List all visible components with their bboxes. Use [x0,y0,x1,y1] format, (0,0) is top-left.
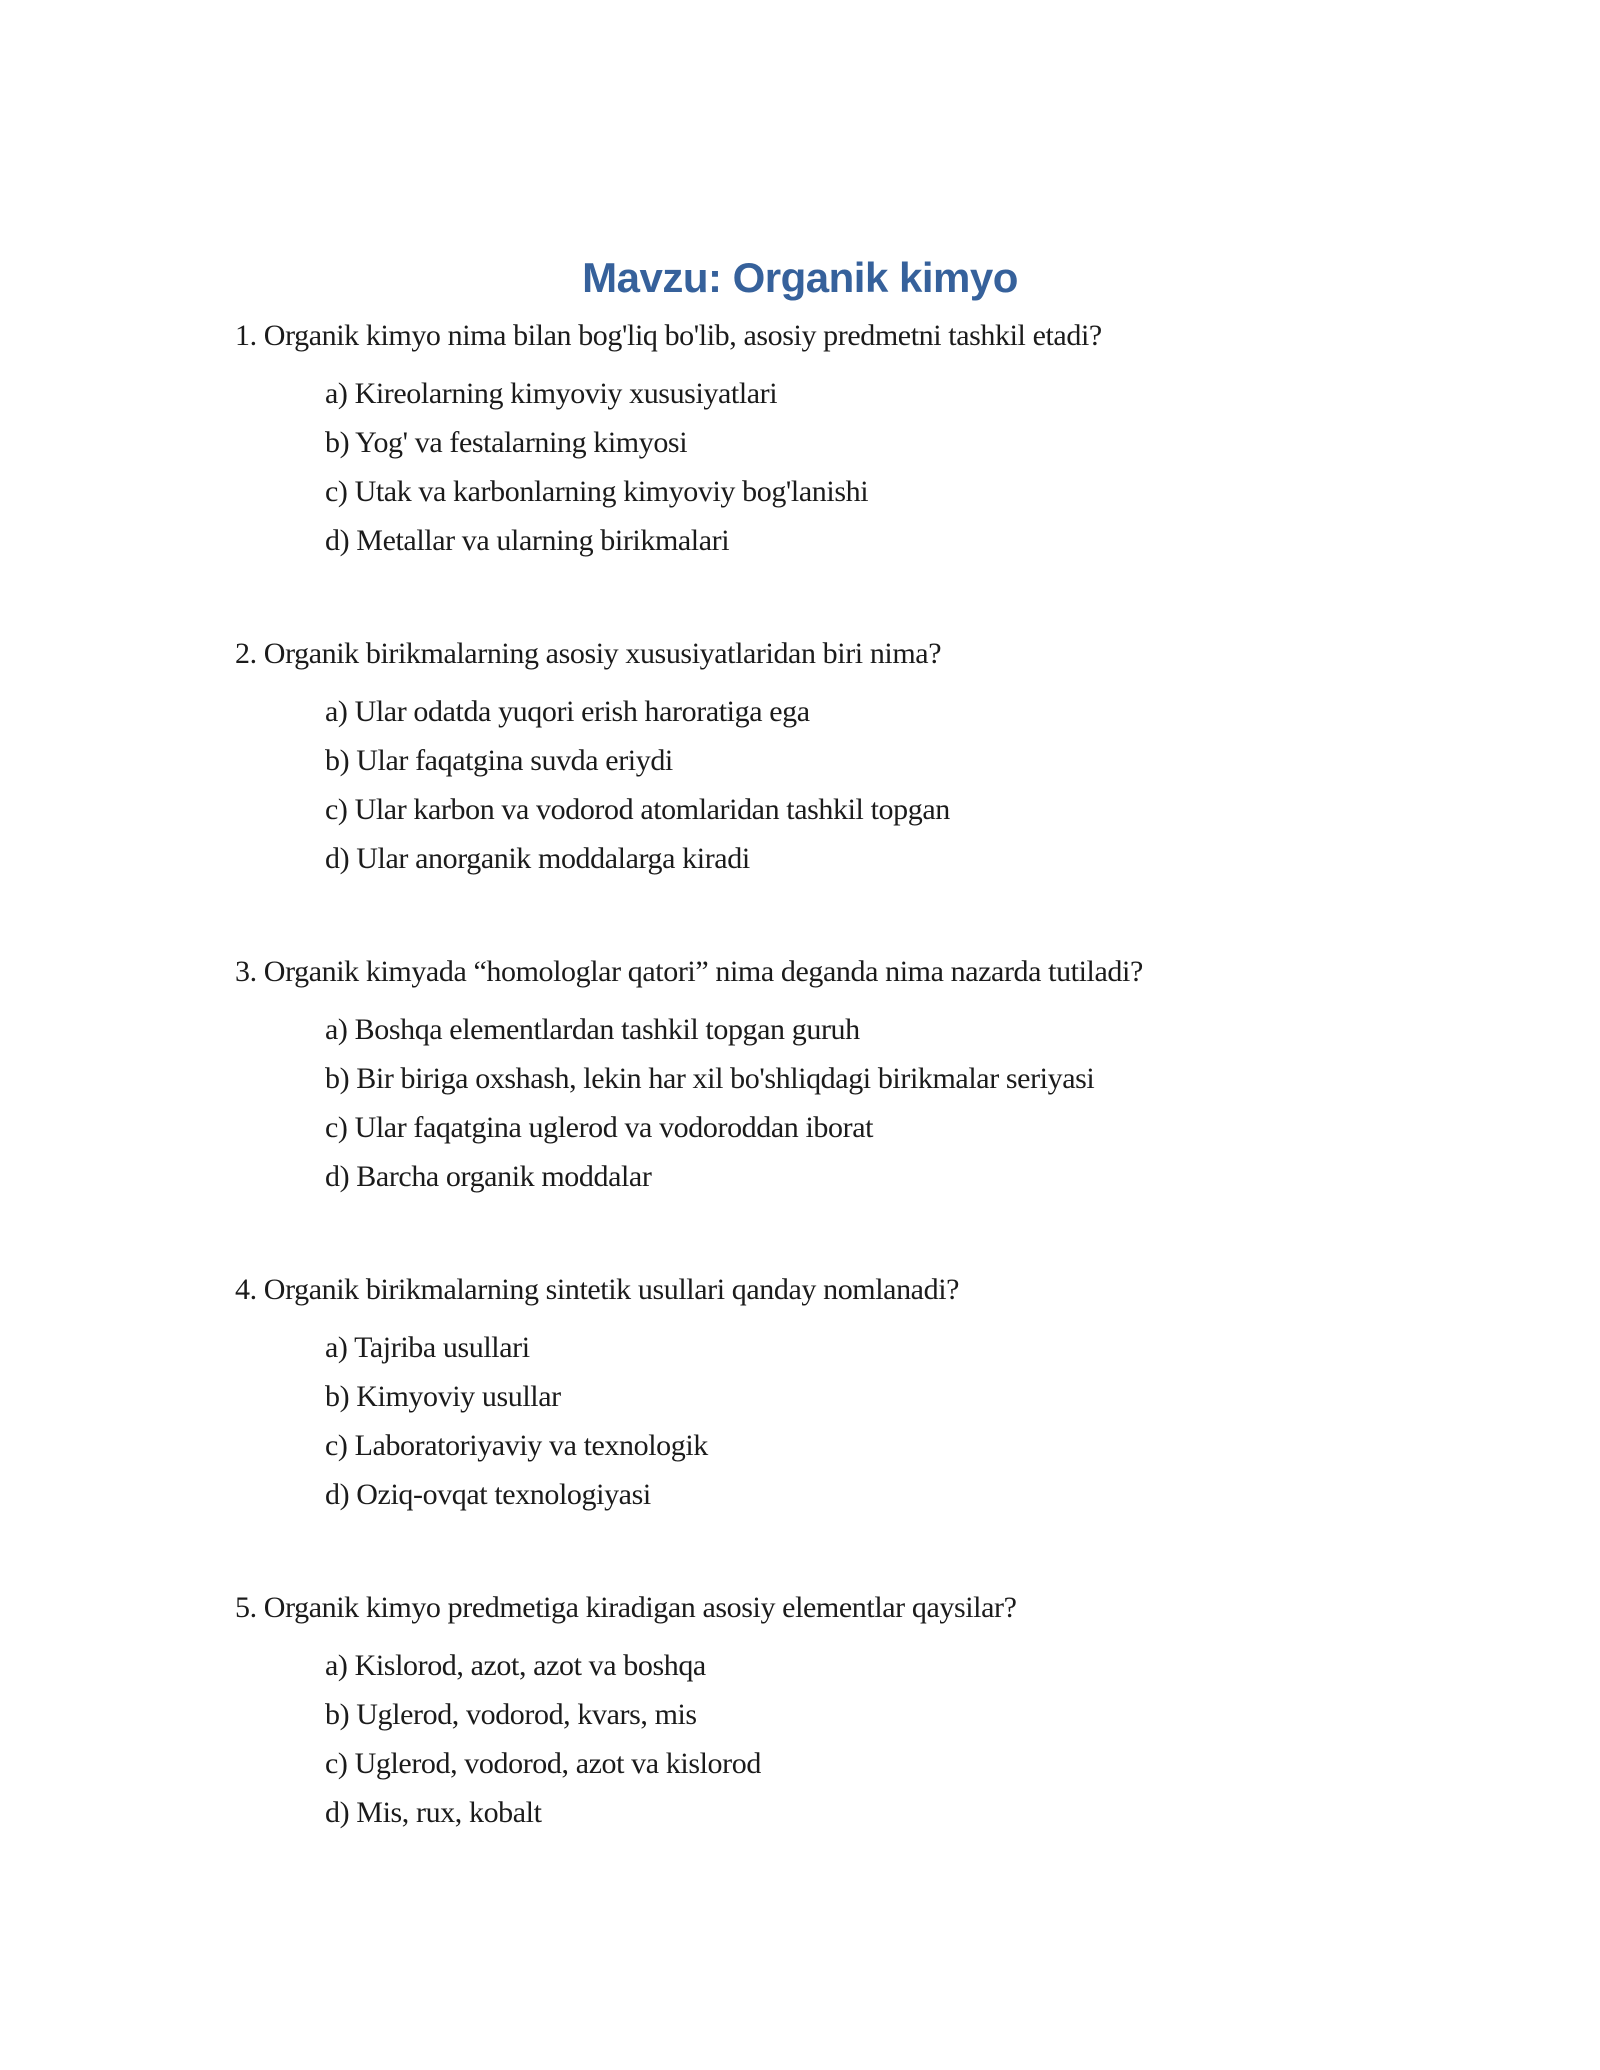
option-list [0,694,1600,877]
question-text: 4. Organik birikmalarning sintetik usullari qanday nomlanadi? [235,1273,960,1306]
question-block [0,1590,1600,1831]
option-list [0,376,1600,559]
option-text: c) Uglerod, vodorod, azot va kislorod [325,1747,761,1780]
question-block [0,318,1600,559]
option-text: d) Metallar va ularning birikmalari [325,524,730,557]
option-text: c) Ular karbon va vodorod atomlaridan tashkil topgan [325,793,950,826]
option-text: b) Uglerod, vodorod, kvars, mis [325,1698,697,1731]
option-text: d) Oziq-ovqat texnologiyasi [325,1478,651,1511]
question-block [0,954,1600,1195]
option-text: a) Kireolarning kimyoviy xususiyatlari [325,377,778,410]
question-text: 1. Organik kimyo nima bilan bog'liq bo'lib, asosiy predmetni tashkil etadi? [235,319,1102,352]
option-list [0,1012,1600,1195]
option-text: a) Kislorod, azot, azot va boshqa [325,1649,706,1682]
option-text: c) Ular faqatgina uglerod va vodoroddan iborat [325,1111,874,1144]
option-text: b) Yog' va festalarning kimyosi [325,426,688,459]
question-list [0,318,1600,1831]
option-list [0,1648,1600,1831]
option-list [0,1330,1600,1513]
option-text: a) Tajriba usullari [325,1331,530,1364]
option-text: d) Mis, rux, kobalt [325,1796,542,1829]
option-text: b) Ular faqatgina suvda eriydi [325,744,673,777]
option-text: c) Laboratoriyaviy va texnologik [325,1429,708,1462]
question-block [0,1272,1600,1513]
option-text: b) Kimyoviy usullar [325,1380,561,1413]
question-text: 5. Organik kimyo predmetiga kiradigan asosiy elementlar qaysilar? [235,1591,1017,1624]
page-title: Mavzu: Organik kimyo [582,254,1018,301]
option-text: d) Barcha organik moddalar [325,1160,652,1193]
question-block [0,636,1600,877]
option-text: b) Bir biriga oxshash, lekin har xil bo'shliqdagi birikmalar seriyasi [325,1062,1095,1095]
option-text: a) Boshqa elementlardan tashkil topgan guruh [325,1013,860,1046]
option-text: c) Utak va karbonlarning kimyoviy bog'lanishi [325,475,869,508]
option-text: d) Ular anorganik moddalarga kiradi [325,842,750,875]
question-text: 3. Organik kimyada “homologlar qatori” nima deganda nima nazarda tutiladi? [235,955,1143,988]
option-text: a) Ular odatda yuqori erish haroratiga ega [325,695,810,728]
question-text: 2. Organik birikmalarning asosiy xususiyatlaridan biri nima? [235,637,942,670]
